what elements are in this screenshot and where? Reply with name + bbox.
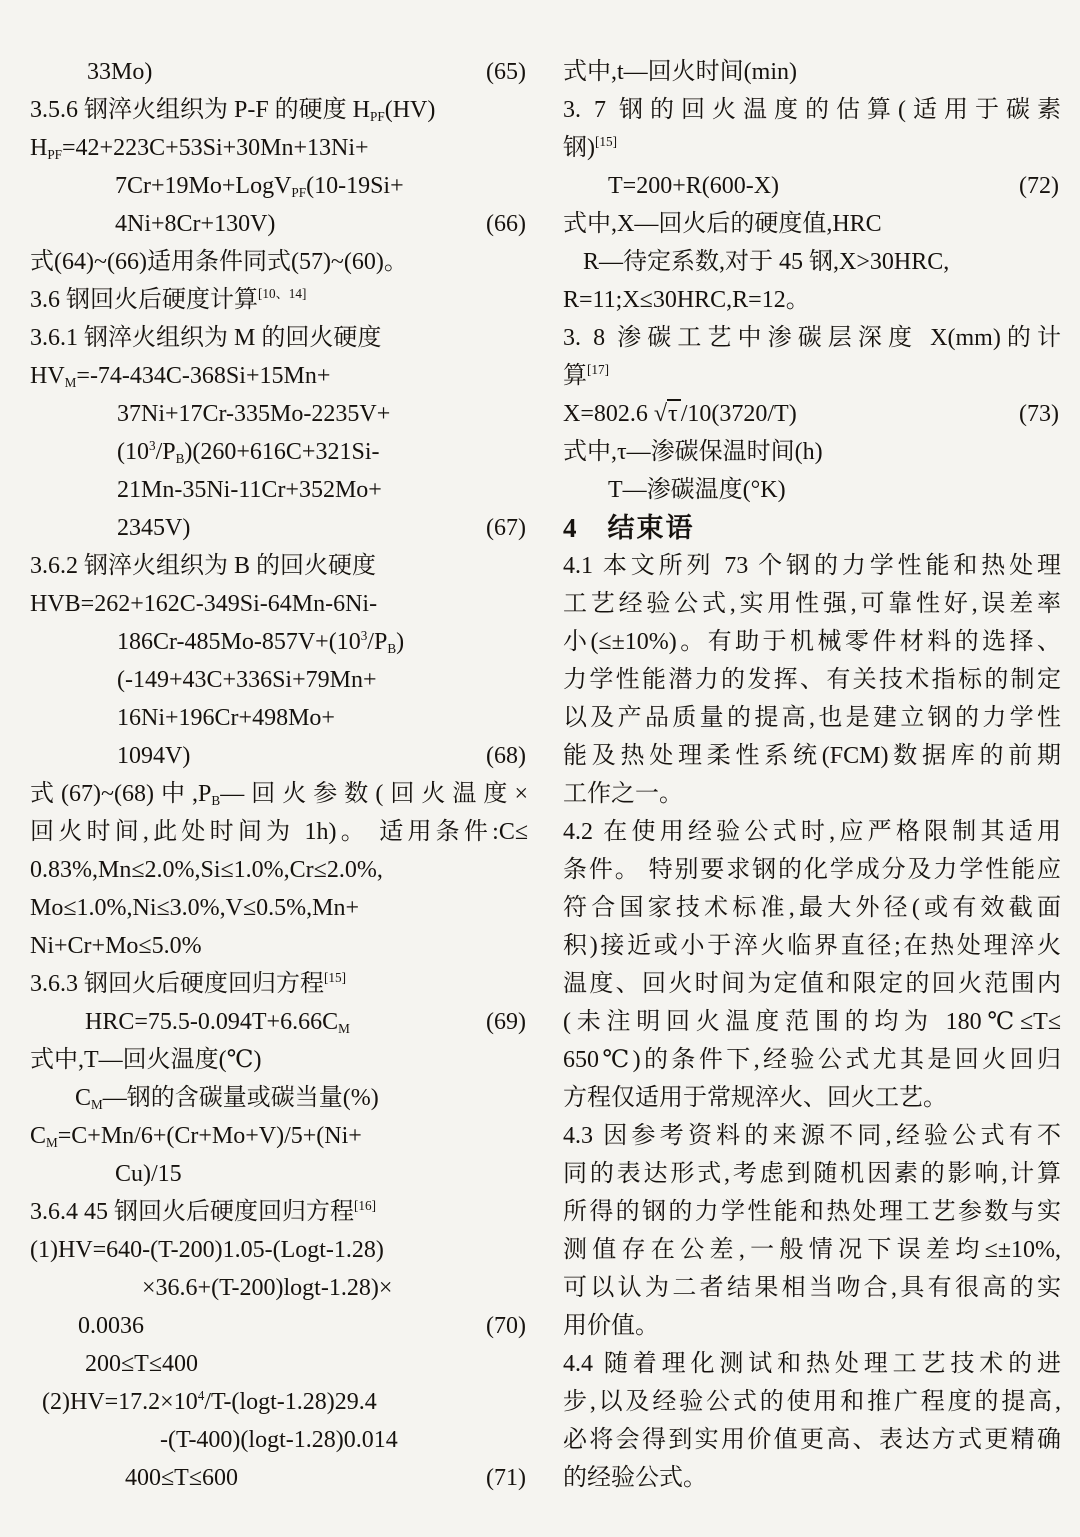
line-text: 的经验公式。 [563, 1465, 707, 1491]
line-text: 式中,t—回火时间(min) [563, 59, 797, 85]
line-text: 可以认为二者结果相当吻合,具有很高的实 [563, 1275, 1061, 1301]
line-text: $C_M—$钢的含碳量或碳当量(%) [75, 1085, 379, 1112]
line-text: HVB=262+162C-349Si-64Mn-6Ni- [30, 591, 378, 617]
line-text: 式(64)~(66)适用条件同式(57)~(60)。 [30, 249, 408, 275]
equation-number: (66) [486, 211, 526, 237]
text-line [563, 243, 1061, 281]
line-text: Ni+Cr+Mo≤5.0% [30, 933, 202, 959]
equation-number: (65) [486, 59, 526, 85]
equation-line [30, 1459, 528, 1497]
text-line [30, 1117, 528, 1155]
text-line [563, 661, 1061, 699]
line-text: 同的表达形式,考虑到随机因素的影响,计算 [563, 1161, 1061, 1187]
text-line [563, 699, 1061, 737]
text-line [563, 281, 1061, 319]
line-text: 400≤T≤600 [125, 1465, 239, 1491]
text-line [563, 851, 1061, 889]
line-text: 3.6.1 钢淬火组织为 M 的回火硬度 [30, 325, 382, 351]
equation-number: (72) [1019, 173, 1059, 199]
line-text: 式(67)~(68)中$,P_B—$回火参数(回火温度× [30, 781, 528, 808]
equation-number: (69) [486, 1009, 526, 1035]
text-line [30, 319, 528, 357]
line-text: 回火时间,此处时间为 1h)。 适用条件:C≤ [30, 819, 528, 845]
text-line [30, 1345, 528, 1383]
equation-line [30, 205, 528, 243]
equation-line [30, 1003, 528, 1041]
text-line [563, 1459, 1061, 1497]
text-line [30, 1421, 528, 1459]
text-line [30, 129, 528, 167]
text-line [563, 623, 1061, 661]
section-heading [563, 509, 1061, 547]
line-text: 3.6 钢回火后硬度计算[10、14] [30, 286, 307, 313]
text-line [563, 1345, 1061, 1383]
line-text: 必将会得到实用价值更高、表达方式更精确 [563, 1427, 1061, 1453]
text-line [30, 699, 528, 737]
line-text: ×36.6+(T-200)logt-1.28)× [142, 1275, 393, 1301]
equation-number: (73) [1019, 401, 1059, 427]
line-text: 式中,X—回火后的硬度值,HRC [563, 211, 882, 237]
text-line [563, 1383, 1061, 1421]
line-text: Mo≤1.0%,Ni≤3.0%,V≤0.5%,Mn+ [30, 895, 360, 921]
line-text: 4Ni+8Cr+130V) [115, 211, 276, 237]
text-line [30, 775, 528, 813]
equation-line [30, 53, 528, 91]
text-line [30, 167, 528, 205]
line-text: 式中,T—回火温度(℃) [30, 1047, 262, 1073]
text-line [30, 395, 528, 433]
equation-line [30, 509, 528, 547]
line-text: 算[17] [563, 362, 609, 389]
text-line [30, 471, 528, 509]
text-line [563, 357, 1061, 395]
line-text: 4 结束语 [563, 513, 695, 543]
text-line [563, 1079, 1061, 1117]
line-text: 4.1 本文所列 73 个钢的力学性能和热处理 [563, 553, 1061, 579]
text-line [563, 1041, 1061, 1079]
line-text: $186Cr-485Mo-857V+(10^3/P_B)$ [117, 628, 405, 656]
text-line [563, 889, 1061, 927]
equation-number: (71) [486, 1465, 526, 1491]
line-text: 3.5.6 钢淬火组织为 P-F 的硬度 $H_{PF}(HV)$ [30, 97, 436, 124]
text-line [30, 965, 528, 1003]
line-text: 力学性能潜力的发挥、有关技术指标的制定 [563, 667, 1061, 693]
line-text: 工作之一。 [563, 781, 683, 807]
line-text: $HRC=75.5-0.094T+6.66C_M$ [85, 1009, 350, 1036]
line-text: 200≤T≤400 [85, 1351, 199, 1377]
text-line [563, 965, 1061, 1003]
text-line [563, 813, 1061, 851]
right-column [563, 53, 1061, 1537]
line-text: T—渗碳温度(°K) [608, 477, 786, 503]
text-line [30, 585, 528, 623]
line-text: 能及热处理柔性系统(FCM)数据库的前期 [563, 743, 1061, 769]
left-column [30, 53, 528, 1537]
text-line [30, 281, 528, 319]
line-text: 21Mn-35Ni-11Cr+352Mo+ [117, 477, 382, 503]
text-line [563, 585, 1061, 623]
line-text: $(10^3/P_B)(260+616C+321Si-$ [117, 438, 380, 466]
line-text: 积)接近或小于淬火临界直径;在热处理淬火 [563, 933, 1061, 959]
text-line [563, 547, 1061, 585]
text-line [30, 661, 528, 699]
text-line [30, 1383, 528, 1421]
text-line [30, 851, 528, 889]
text-line [563, 1155, 1061, 1193]
line-text: 3. 8 渗碳工艺中渗碳层深度 X(mm)的计 [563, 325, 1061, 351]
text-line [563, 1003, 1061, 1041]
line-text: 式中,τ—渗碳保温时间(h) [563, 439, 823, 465]
line-text: 步,以及经验公式的使用和推广程度的提高, [563, 1389, 1061, 1415]
line-text: 用价值。 [563, 1313, 659, 1339]
text-line [563, 1117, 1061, 1155]
line-text: (-149+43C+336Si+79Mn+ [117, 667, 377, 693]
line-text: 以及产品质量的提高,也是建立钢的力学性 [563, 705, 1061, 731]
line-text: 4.3 因参考资料的来源不同,经验公式有不 [563, 1123, 1061, 1149]
text-line [30, 889, 528, 927]
line-text: 方程仅适用于常规淬火、回火工艺。 [563, 1085, 947, 1111]
text-line [30, 243, 528, 281]
line-text: 0.0036 [78, 1313, 144, 1339]
line-text: 4.4 随着理化测试和热处理工艺技术的进 [563, 1351, 1061, 1377]
line-text: (1)HV=640-(T-200)1.05-(Logt-1.28) [30, 1237, 384, 1263]
line-text: 3.6.3 钢回火后硬度回归方程[15] [30, 970, 346, 997]
text-line [30, 1269, 528, 1307]
text-line [563, 1269, 1061, 1307]
line-text: (未注明回火温度范围的均为 180℃≤T≤ [563, 1009, 1061, 1035]
text-line [563, 53, 1061, 91]
line-text: 测值存在公差,一般情况下误差均≤±10%, [563, 1237, 1061, 1263]
line-text: R=11;X≤30HRC,R=12。 [563, 287, 810, 313]
line-text: 3.6.4 45 钢回火后硬度回归方程[16] [30, 1198, 376, 1225]
text-line [30, 357, 528, 395]
line-text: 3. 7 钢的回火温度的估算(适用于碳素 [563, 97, 1061, 123]
text-line [563, 1421, 1061, 1459]
line-text: 2345V) [117, 515, 191, 541]
text-line [563, 205, 1061, 243]
text-line [30, 547, 528, 585]
line-text: T=200+R(600-X) [608, 173, 780, 199]
text-line [563, 129, 1061, 167]
text-line [563, 319, 1061, 357]
line-text: $HV_M=-74-434C-368Si+15Mn+$ [30, 363, 331, 390]
line-text: $C_M=C+Mn/6+(Cr+Mo+V)/5+(Ni+$ [30, 1123, 362, 1150]
text-line [563, 927, 1061, 965]
line-text: 16Ni+196Cr+498Mo+ [117, 705, 335, 731]
line-text: 所得的钢的力学性能和热处理工艺参数与实 [563, 1199, 1061, 1225]
line-text: 工艺经验公式,实用性强,可靠性好,误差率 [563, 591, 1061, 617]
equation-line [30, 737, 528, 775]
line-text: $(2)HV=17.2\times 10^4/T-(\log t-1.28)29.4$ [42, 1388, 377, 1415]
sqrt-radical: √τ [654, 399, 681, 427]
equation-number: (67) [486, 515, 526, 541]
equation-line [30, 1307, 528, 1345]
text-line [30, 433, 528, 471]
text-line [30, 1231, 528, 1269]
text-line [563, 91, 1061, 129]
line-text: 条件。 特别要求钢的化学成分及力学性能应 [563, 857, 1061, 883]
line-text: -(T-400)(logt-1.28)0.014 [160, 1427, 398, 1453]
text-line [30, 927, 528, 965]
line-text: 0.83%,Mn≤2.0%,Si≤1.0%,Cr≤2.0%, [30, 857, 383, 883]
text-line [30, 623, 528, 661]
line-text: R—待定系数,对于 45 钢,X>30HRC, [583, 249, 950, 275]
text-line [30, 1041, 528, 1079]
text-line [30, 813, 528, 851]
line-text: 7Cr+19Mo+LogV$_{PF}$(10-19Si+ [115, 173, 404, 200]
text-line [563, 1231, 1061, 1269]
equation-line [563, 167, 1061, 205]
line-text: X=802.6 √τ /10(3720/T) [563, 401, 797, 427]
line-text: 650℃)的条件下,经验公式尤其是回火回归 [563, 1047, 1061, 1073]
text-line [563, 1307, 1061, 1345]
text-line [563, 471, 1061, 509]
text-line [30, 1193, 528, 1231]
line-text: Cu)/15 [115, 1161, 182, 1187]
text-line [563, 737, 1061, 775]
line-text: 温度、回火时间为定值和限定的回火范围内 [563, 971, 1061, 997]
text-line [30, 1155, 528, 1193]
line-text: 小(≤±10%)。有助于机械零件材料的选择、 [563, 629, 1061, 655]
text-line [563, 433, 1061, 471]
line-text: 符合国家技术标准,最大外径(或有效截面 [563, 895, 1061, 921]
equation-number: (70) [486, 1313, 526, 1339]
text-line [30, 91, 528, 129]
text-line [30, 1079, 528, 1117]
line-text: 37Ni+17Cr-335Mo-2235V+ [117, 401, 391, 427]
line-text: 4.2 在使用经验公式时,应严格限制其适用 [563, 819, 1061, 845]
equation-number: (68) [486, 743, 526, 769]
text-line [563, 775, 1061, 813]
line-text: 1094V) [117, 743, 191, 769]
line-text: $H_{PF}=42+223C+53Si+30Mn+13Ni+$ [30, 135, 369, 162]
line-text: 钢)[15] [563, 134, 617, 161]
text-line [563, 1193, 1061, 1231]
equation-line [563, 395, 1061, 433]
line-text: 33Mo) [87, 59, 153, 85]
line-text: 3.6.2 钢淬火组织为 B 的回火硬度 [30, 553, 377, 579]
